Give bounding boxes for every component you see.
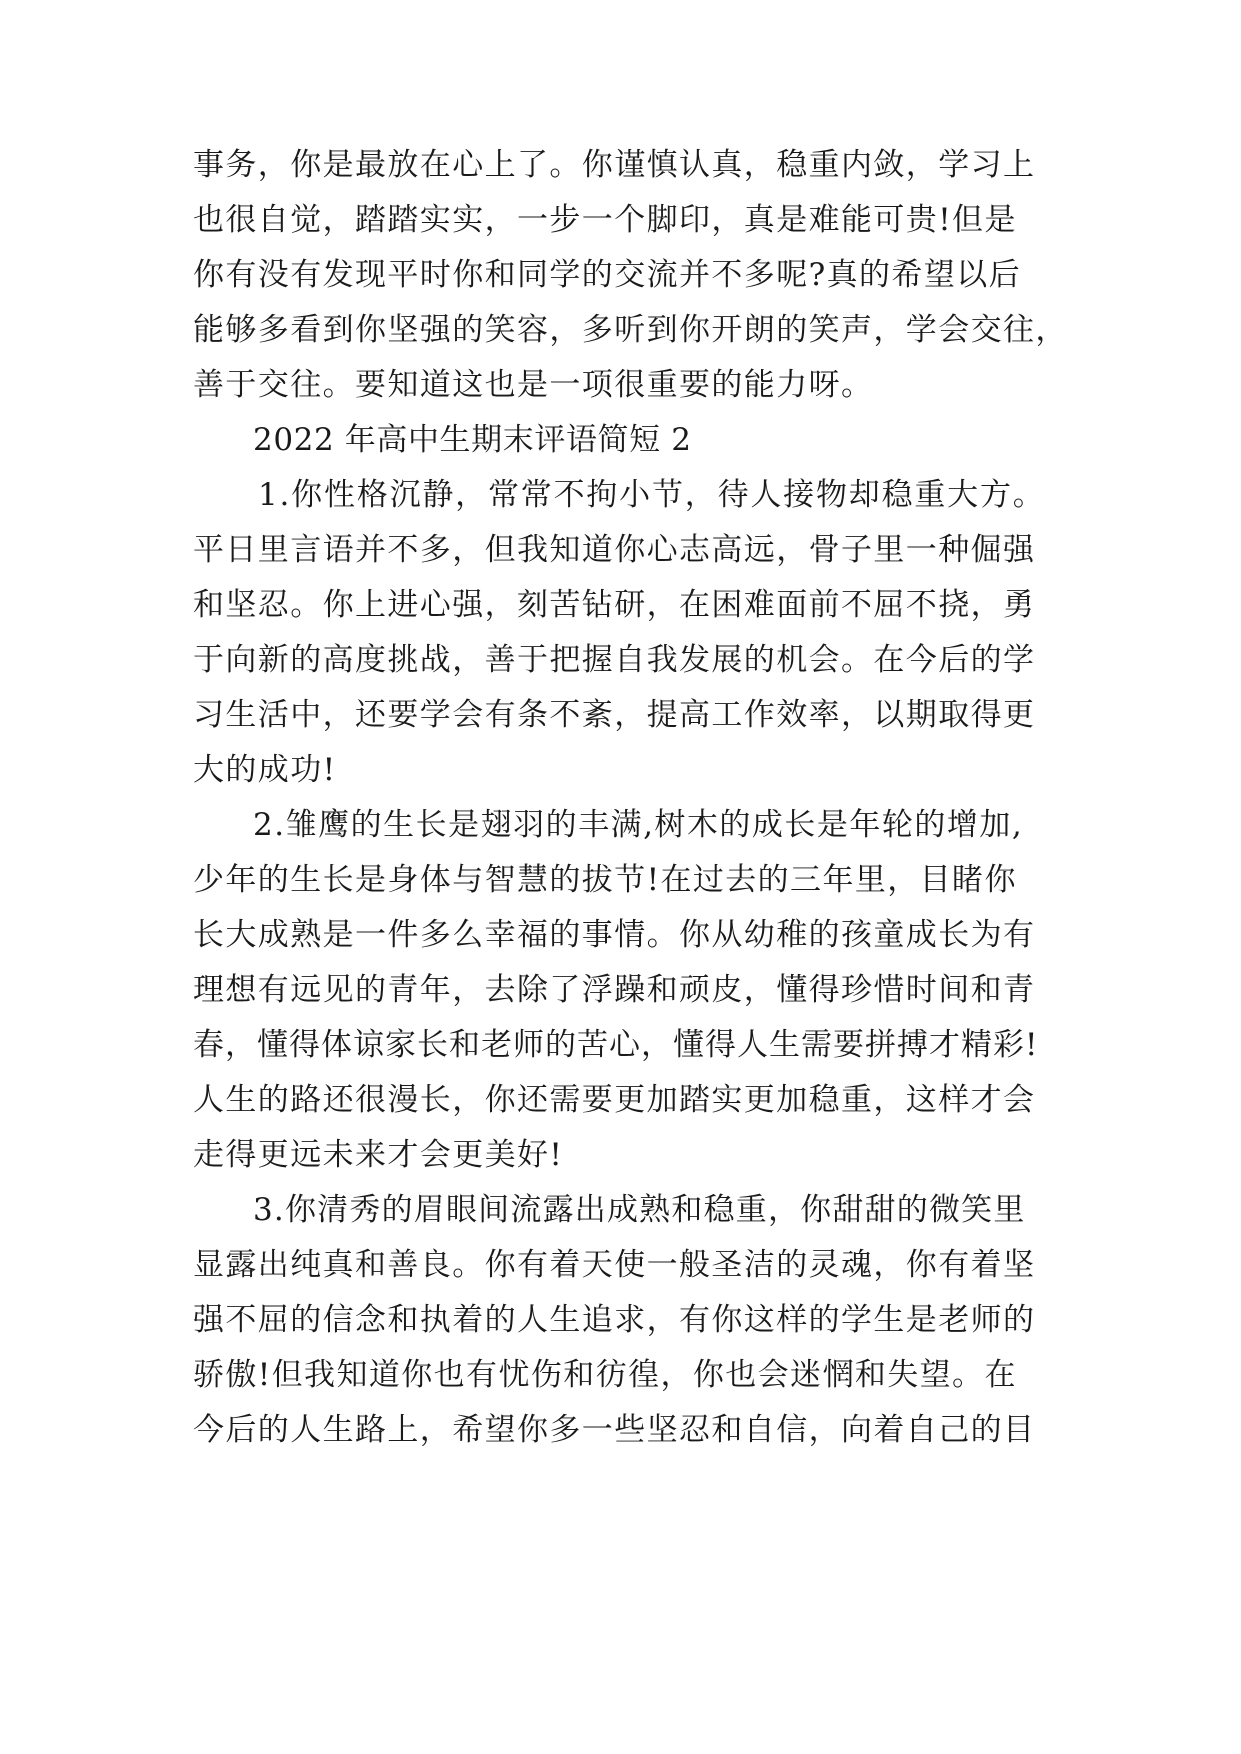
text-line: 长大成熟是一件多么幸福的事情。你从幼稚的孩童成长为有 — [193, 917, 1036, 953]
text-line: 能够多看到你坚强的笑容，多听到你开朗的笑声，学会交往， — [193, 312, 1068, 348]
text-line: 习生活中，还要学会有条不紊，提高工作效率，以期取得更 — [193, 697, 1036, 733]
text-line: 平日里言语并不多，但我知道你心志高远，骨子里一种倔强 — [193, 532, 1036, 568]
list-item-3-first-line: 3.你清秀的眉眼间流露出成熟和稳重，你甜甜的微笑里 — [253, 1192, 1026, 1228]
text-line: 大的成功! — [193, 752, 337, 788]
text-line: 人生的路还很漫长，你还需要更加踏实更加稳重，这样才会 — [193, 1082, 1036, 1118]
section-heading: 2022 年高中生期末评语简短 2 — [253, 422, 692, 458]
list-item-2-first-line: 2.雏鹰的生长是翅羽的丰满,树木的成长是年轮的增加, — [253, 807, 1024, 843]
text-line: 显露出纯真和善良。你有着天使一般圣洁的灵魂，你有着坚 — [193, 1247, 1036, 1283]
list-item-1-first-line: 1.你性格沉静，常常不拘小节，待人接物却稳重大方。 — [258, 477, 1046, 513]
text-line: 事务，你是最放在心上了。你谨慎认真，稳重内敛，学习上 — [193, 147, 1036, 183]
text-line: 理想有远见的青年，去除了浮躁和顽皮，懂得珍惜时间和青 — [193, 972, 1036, 1008]
text-line: 骄傲!但我知道你也有忧伤和彷徨，你也会迷惘和失望。在 — [193, 1357, 1017, 1393]
text-line: 于向新的高度挑战，善于把握自我发展的机会。在今后的学 — [193, 642, 1036, 678]
text-line: 春，懂得体谅家长和老师的苦心，懂得人生需要拼搏才精彩! — [193, 1027, 1039, 1063]
text-line: 少年的生长是身体与智慧的拔节!在过去的三年里，目睹你 — [193, 862, 1017, 898]
text-line: 强不屈的信念和执着的人生追求，有你这样的学生是老师的 — [193, 1302, 1036, 1338]
text-line: 也很自觉，踏踏实实，一步一个脚印，真是难能可贵!但是 — [193, 202, 1017, 238]
text-line: 善于交往。要知道这也是一项很重要的能力呀。 — [193, 367, 874, 403]
text-line: 今后的人生路上，希望你多一些坚忍和自信，向着自己的目 — [193, 1412, 1036, 1448]
text-line: 和坚忍。你上进心强，刻苦钻研，在困难面前不屈不挠，勇 — [193, 587, 1036, 623]
text-line: 你有没有发现平时你和同学的交流并不多呢?真的希望以后 — [193, 257, 1022, 293]
text-line: 走得更远未来才会更美好! — [193, 1137, 564, 1173]
